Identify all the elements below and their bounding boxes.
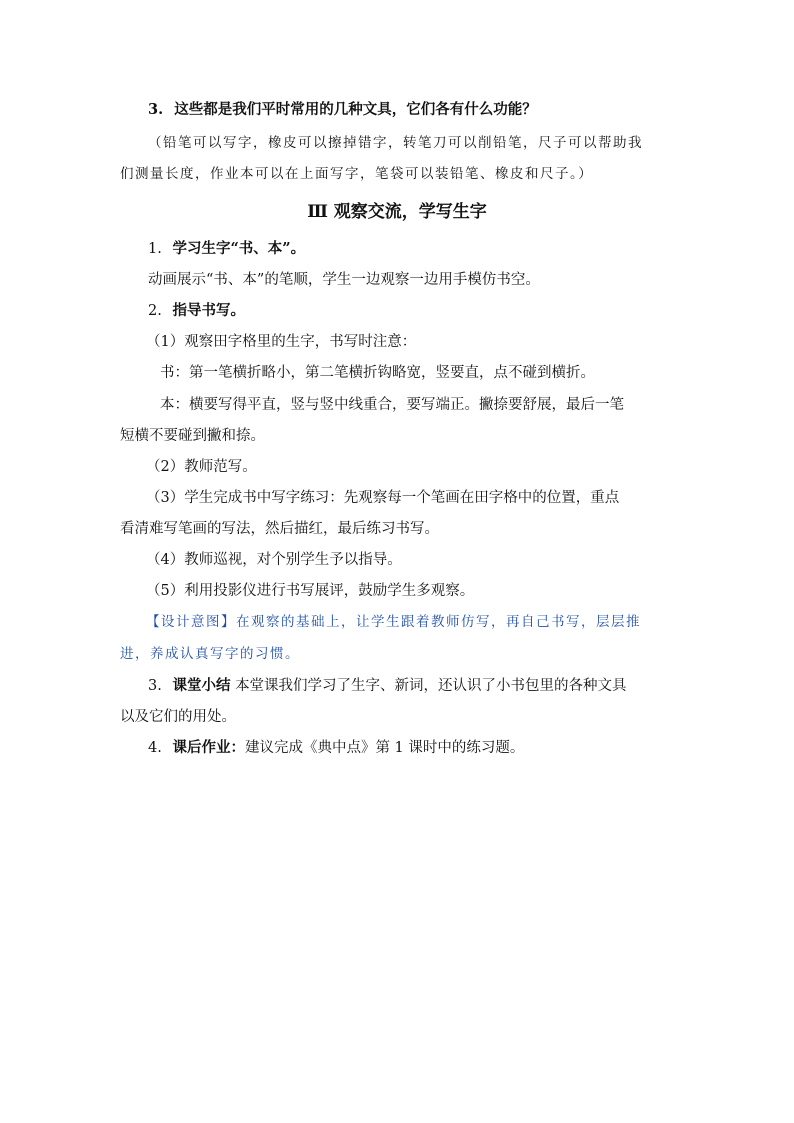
section-heading: Ⅲ 观察交流，学写生字	[307, 202, 487, 222]
item-2-sub1: （1）观察田字格里的生字，书写时注意：	[146, 334, 417, 350]
design-intent-label: 【设计意图】	[146, 614, 236, 630]
design-intent-line2: 进，养成认真写字的习惯。	[120, 646, 300, 662]
item-2-shu: 书：第一笔横折略小，第二笔横折钩略宽，竖要直，点不碰到横折。	[160, 365, 595, 381]
item-3-title: 课堂小结	[172, 677, 231, 694]
item-3-number: 3.	[148, 678, 162, 694]
item-2-sub2: （2）教师范写。	[146, 459, 257, 475]
item-3-line2: 以及它们的用处。	[120, 709, 236, 725]
item-2-sub5: （5）利用投影仪进行书写展评，鼓励学生多观察。	[146, 583, 475, 599]
item-2-number: 2.	[148, 303, 162, 319]
design-intent-line1	[146, 612, 641, 632]
item-2-title: 指导书写。	[172, 302, 245, 319]
item-4-number: 4.	[148, 740, 162, 756]
item-4-title: 课后作业：	[172, 739, 245, 756]
question-3-number: 3.	[148, 101, 164, 118]
item-2-heading	[148, 301, 245, 321]
question-3-answer-line2: 们测量长度，作业本可以在上面写字，笔袋可以装铅笔、橡皮和尺子。）	[120, 166, 594, 182]
design-intent-text-1: 在观察的基础上，让学生跟着教师仿写，再自己书写，层层推	[236, 614, 641, 630]
item-4	[148, 738, 524, 758]
item-2-ben-line1: 本：横要写得平直，竖与竖中线重合，要写端正。撇捺要舒展，最后一笔	[160, 397, 624, 413]
item-2-sub3-line1: （3）学生完成书中写字练习：先观察每一个笔画在田字格中的位置，重点	[146, 490, 620, 506]
item-1-title: 学习生字“书、本”。	[172, 240, 306, 257]
question-3	[148, 100, 537, 120]
item-3-line1	[148, 676, 627, 696]
question-3-answer-line1: （铅笔可以写字，橡皮可以擦掉错字，转笔刀可以削铅笔，尺子可以帮助我	[148, 135, 643, 151]
item-2-ben-line2: 短横不要碰到撇和捺。	[120, 428, 265, 444]
item-2-sub4: （4）教师巡视，对个别学生予以指导。	[146, 552, 402, 568]
question-3-text: 这些都是我们平时常用的几种文具，它们各有什么功能？	[174, 101, 537, 118]
item-2-sub3-line2: 看清难写笔画的写法，然后描红，最后练习书写。	[120, 521, 439, 537]
item-1-text: 动画展示“书、本”的笔顺，学生一边观察一边用手模仿书空。	[148, 272, 540, 288]
item-1-heading	[148, 239, 305, 259]
item-1-number: 1.	[148, 241, 162, 257]
item-3-text-1: 本堂课我们学习了生字、新词，还认识了小书包里的各种文具	[235, 678, 627, 694]
item-4-text: 建议完成《典中点》第 1 课时中的练习题。	[244, 740, 525, 756]
